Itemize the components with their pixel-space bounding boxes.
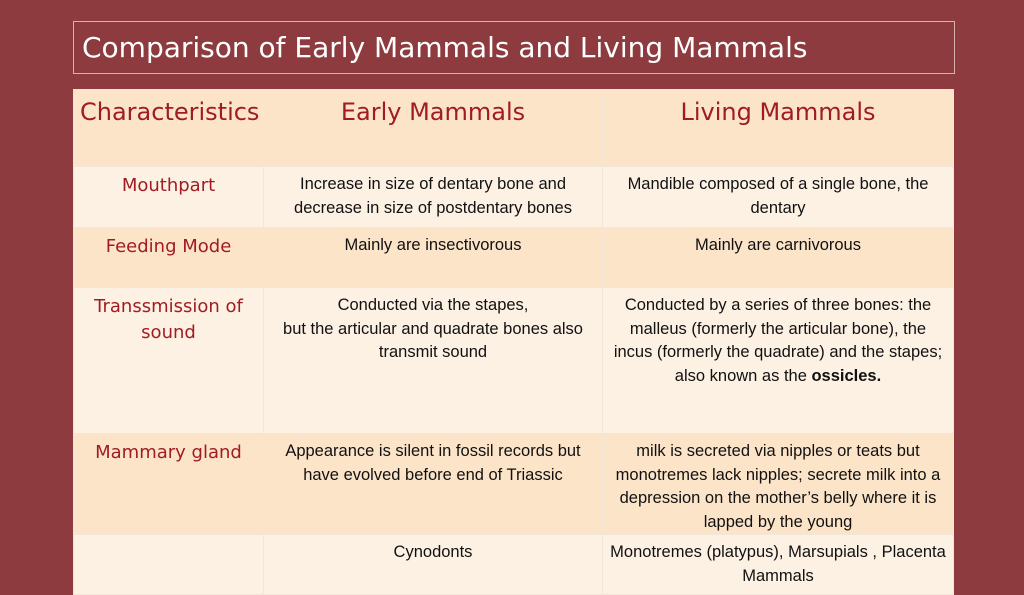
table-row	[74, 288, 954, 434]
table-row	[74, 535, 954, 595]
table-row	[74, 167, 954, 228]
row-label	[74, 535, 264, 595]
living-cell: milk is secreted via nipples or teats but monotremes lack nipples; secrete milk into a depression on the mother’s belly where it is lapped by the young	[603, 434, 954, 535]
header-early-mammals: Early Mammals	[264, 90, 603, 167]
early-cell-line-1: Conducted via the stapes,	[337, 296, 529, 314]
row-label: Mouthpart	[74, 167, 264, 228]
early-cell: Mainly are insectivorous	[264, 228, 603, 288]
living-cell: Monotremes (platypus), Marsupials , Placenta Mammals	[603, 535, 954, 595]
living-cell-text: Conducted by a series of three bones: the malleus (formerly the articular bone), the incus (formerly the quadrate) and the stapes; also known as the	[613, 296, 943, 385]
row-label: Mammary gland	[74, 434, 264, 535]
table-row	[74, 228, 954, 288]
title-box	[73, 21, 955, 74]
comparison-table	[73, 89, 954, 595]
row-label: Feeding Mode	[74, 228, 264, 288]
early-cell: Increase in size of dentary bone and decrease in size of postdentary bones	[264, 167, 603, 228]
living-cell: Mandible composed of a single bone, the dentary	[603, 167, 954, 228]
early-cell: Appearance is silent in fossil records but have evolved before end of Triassic	[264, 434, 603, 535]
living-cell: Mainly are carnivorous	[603, 228, 954, 288]
table-header-row	[74, 90, 954, 167]
ossicles-bold: ossicles.	[811, 366, 882, 385]
header-characteristics: Characteristics	[74, 90, 264, 167]
slide-title: Comparison of Early Mammals and Living Mammals	[82, 31, 808, 64]
early-cell	[264, 288, 603, 434]
early-cell: Cynodonts	[264, 535, 603, 595]
early-cell-line-2: but the articular and quadrate bones also transmit sound	[283, 319, 583, 361]
row-label: Transsmission of sound	[74, 288, 264, 434]
table-row	[74, 434, 954, 535]
header-living-mammals: Living Mammals	[603, 90, 954, 167]
living-cell	[603, 288, 954, 434]
